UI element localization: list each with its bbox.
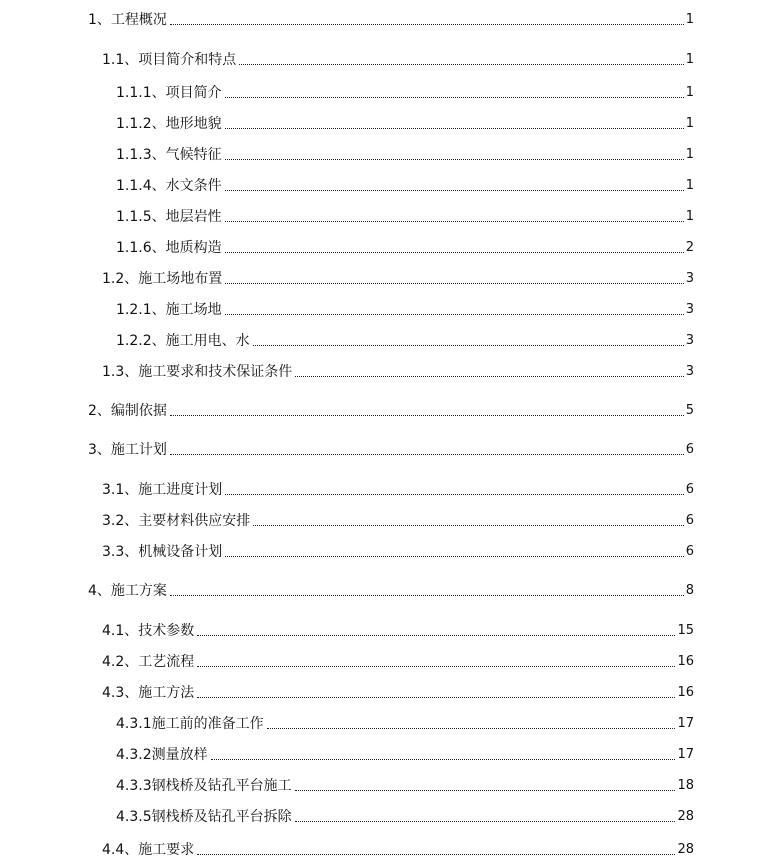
toc-entry-label: 3.3、机械设备计划 <box>102 544 223 560</box>
toc-leader-dots <box>225 128 684 129</box>
toc-entry-page: 6 <box>685 544 694 559</box>
toc-entry-page: 3 <box>685 333 694 348</box>
toc-entry-page: 8 <box>685 583 694 598</box>
toc-entry[interactable] <box>102 840 694 860</box>
toc-entry[interactable] <box>102 511 694 531</box>
toc-entry[interactable] <box>102 652 694 672</box>
toc-entry[interactable] <box>102 480 694 500</box>
toc-leader-dots <box>253 345 684 346</box>
toc-entry-page: 6 <box>685 482 694 497</box>
toc-leader-dots <box>225 190 684 191</box>
toc-leader-dots <box>225 314 684 315</box>
toc-leader-dots <box>225 252 684 253</box>
toc-entry[interactable] <box>116 145 694 165</box>
toc-entry[interactable] <box>116 114 694 134</box>
toc-leader-dots <box>225 494 683 495</box>
toc-entry[interactable] <box>88 10 694 30</box>
toc-leader-dots <box>170 24 684 25</box>
toc-entry-page: 15 <box>677 623 694 638</box>
toc-entry-label: 1.1.6、地质构造 <box>116 240 222 256</box>
toc-entry[interactable] <box>102 542 694 562</box>
toc-leader-dots <box>295 376 683 377</box>
toc-entry-label: 2、编制依据 <box>88 403 167 419</box>
toc-entry-page: 1 <box>685 85 694 100</box>
toc-entry-page: 17 <box>677 747 694 762</box>
toc-entry-page: 16 <box>677 685 694 700</box>
toc-entry[interactable] <box>88 581 694 601</box>
toc-entry-page: 18 <box>677 778 694 793</box>
toc-leader-dots <box>211 759 676 760</box>
toc-entry-label: 4.4、施工要求 <box>102 842 195 858</box>
toc-entry-label: 1.3、施工要求和技术保证条件 <box>102 364 293 380</box>
toc-entry[interactable] <box>88 401 694 421</box>
toc-leader-dots <box>267 728 676 729</box>
toc-entry-page: 28 <box>677 809 694 824</box>
toc-entry-label: 1.1.3、气候特征 <box>116 147 222 163</box>
toc-entry[interactable] <box>102 269 694 289</box>
toc-entry[interactable] <box>116 776 694 796</box>
toc-entry-label: 3.2、主要材料供应安排 <box>102 513 251 529</box>
toc-entry[interactable] <box>116 714 694 734</box>
toc-entry[interactable] <box>102 362 694 382</box>
toc-entry-label: 1.1、项目简介和特点 <box>102 52 237 68</box>
toc-leader-dots <box>295 790 676 791</box>
toc-entry-label: 1.1.1、项目简介 <box>116 85 222 101</box>
toc-entry-page: 2 <box>685 240 694 255</box>
toc-entry-page: 28 <box>677 842 694 857</box>
toc-entry-page: 1 <box>685 209 694 224</box>
toc-entry-page: 3 <box>685 364 694 379</box>
toc-leader-dots <box>197 854 675 855</box>
toc-entry-label: 1.2.2、施工用电、水 <box>116 333 250 349</box>
toc-entry-page: 1 <box>685 52 694 67</box>
toc-entry-label: 1.1.4、水文条件 <box>116 178 222 194</box>
toc-leader-dots <box>295 821 676 822</box>
toc-entry[interactable] <box>116 238 694 258</box>
toc-entry-label: 1.2.1、施工场地 <box>116 302 222 318</box>
toc-entry[interactable] <box>102 621 694 641</box>
toc-entry-label: 4、施工方案 <box>88 583 167 599</box>
toc-entry-label: 1、工程概况 <box>88 12 167 28</box>
toc-leader-dots <box>225 159 684 160</box>
toc-entry[interactable] <box>116 207 694 227</box>
toc-entry[interactable] <box>116 331 694 351</box>
toc-leader-dots <box>197 697 675 698</box>
toc-entry[interactable] <box>116 745 694 765</box>
toc-leader-dots <box>170 454 684 455</box>
toc-entry[interactable] <box>116 176 694 196</box>
toc-leader-dots <box>225 283 683 284</box>
toc-leader-dots <box>197 666 675 667</box>
toc-entry-page: 5 <box>685 403 694 418</box>
toc-entry[interactable] <box>102 50 694 70</box>
toc-entry[interactable] <box>102 683 694 703</box>
toc-entry-label: 4.3.2测量放样 <box>116 747 208 763</box>
toc-entry-page: 1 <box>685 12 694 27</box>
toc-entry-label: 4.3.3钢栈桥及钻孔平台施工 <box>116 778 292 794</box>
toc-entry-label: 4.1、技术参数 <box>102 623 195 639</box>
toc-entry-label: 4.2、工艺流程 <box>102 654 195 670</box>
toc-entry-label: 4.3、施工方法 <box>102 685 195 701</box>
toc-entry-label: 3、施工计划 <box>88 442 167 458</box>
toc-leader-dots <box>225 221 684 222</box>
toc-entry-page: 1 <box>685 116 694 131</box>
toc-entry-label: 3.1、施工进度计划 <box>102 482 223 498</box>
toc-entry-page: 3 <box>685 271 694 286</box>
toc-leader-dots <box>225 556 683 557</box>
toc-entry-label: 4.3.1施工前的准备工作 <box>116 716 264 732</box>
toc-entry-page: 17 <box>677 716 694 731</box>
toc-entry[interactable] <box>116 807 694 827</box>
toc-entry[interactable] <box>116 300 694 320</box>
toc-entry-page: 16 <box>677 654 694 669</box>
toc-entry-label: 1.1.5、地层岩性 <box>116 209 222 225</box>
toc-entry[interactable] <box>88 440 694 460</box>
toc-entry-label: 1.2、施工场地布置 <box>102 271 223 287</box>
toc-leader-dots <box>253 525 683 526</box>
toc-leader-dots <box>170 415 684 416</box>
toc-entry-page: 6 <box>685 513 694 528</box>
toc-entry-page: 6 <box>685 442 694 457</box>
toc-entry-page: 1 <box>685 178 694 193</box>
toc-entry-label: 1.1.2、地形地貌 <box>116 116 222 132</box>
toc-entry-page: 3 <box>685 302 694 317</box>
toc-leader-dots <box>225 97 684 98</box>
toc-leader-dots <box>197 635 675 636</box>
toc-entry[interactable] <box>116 83 694 103</box>
toc-entry-label: 4.3.5钢栈桥及钻孔平台拆除 <box>116 809 292 825</box>
toc-leader-dots <box>239 64 683 65</box>
toc-leader-dots <box>170 595 684 596</box>
toc-entry-page: 1 <box>685 147 694 162</box>
